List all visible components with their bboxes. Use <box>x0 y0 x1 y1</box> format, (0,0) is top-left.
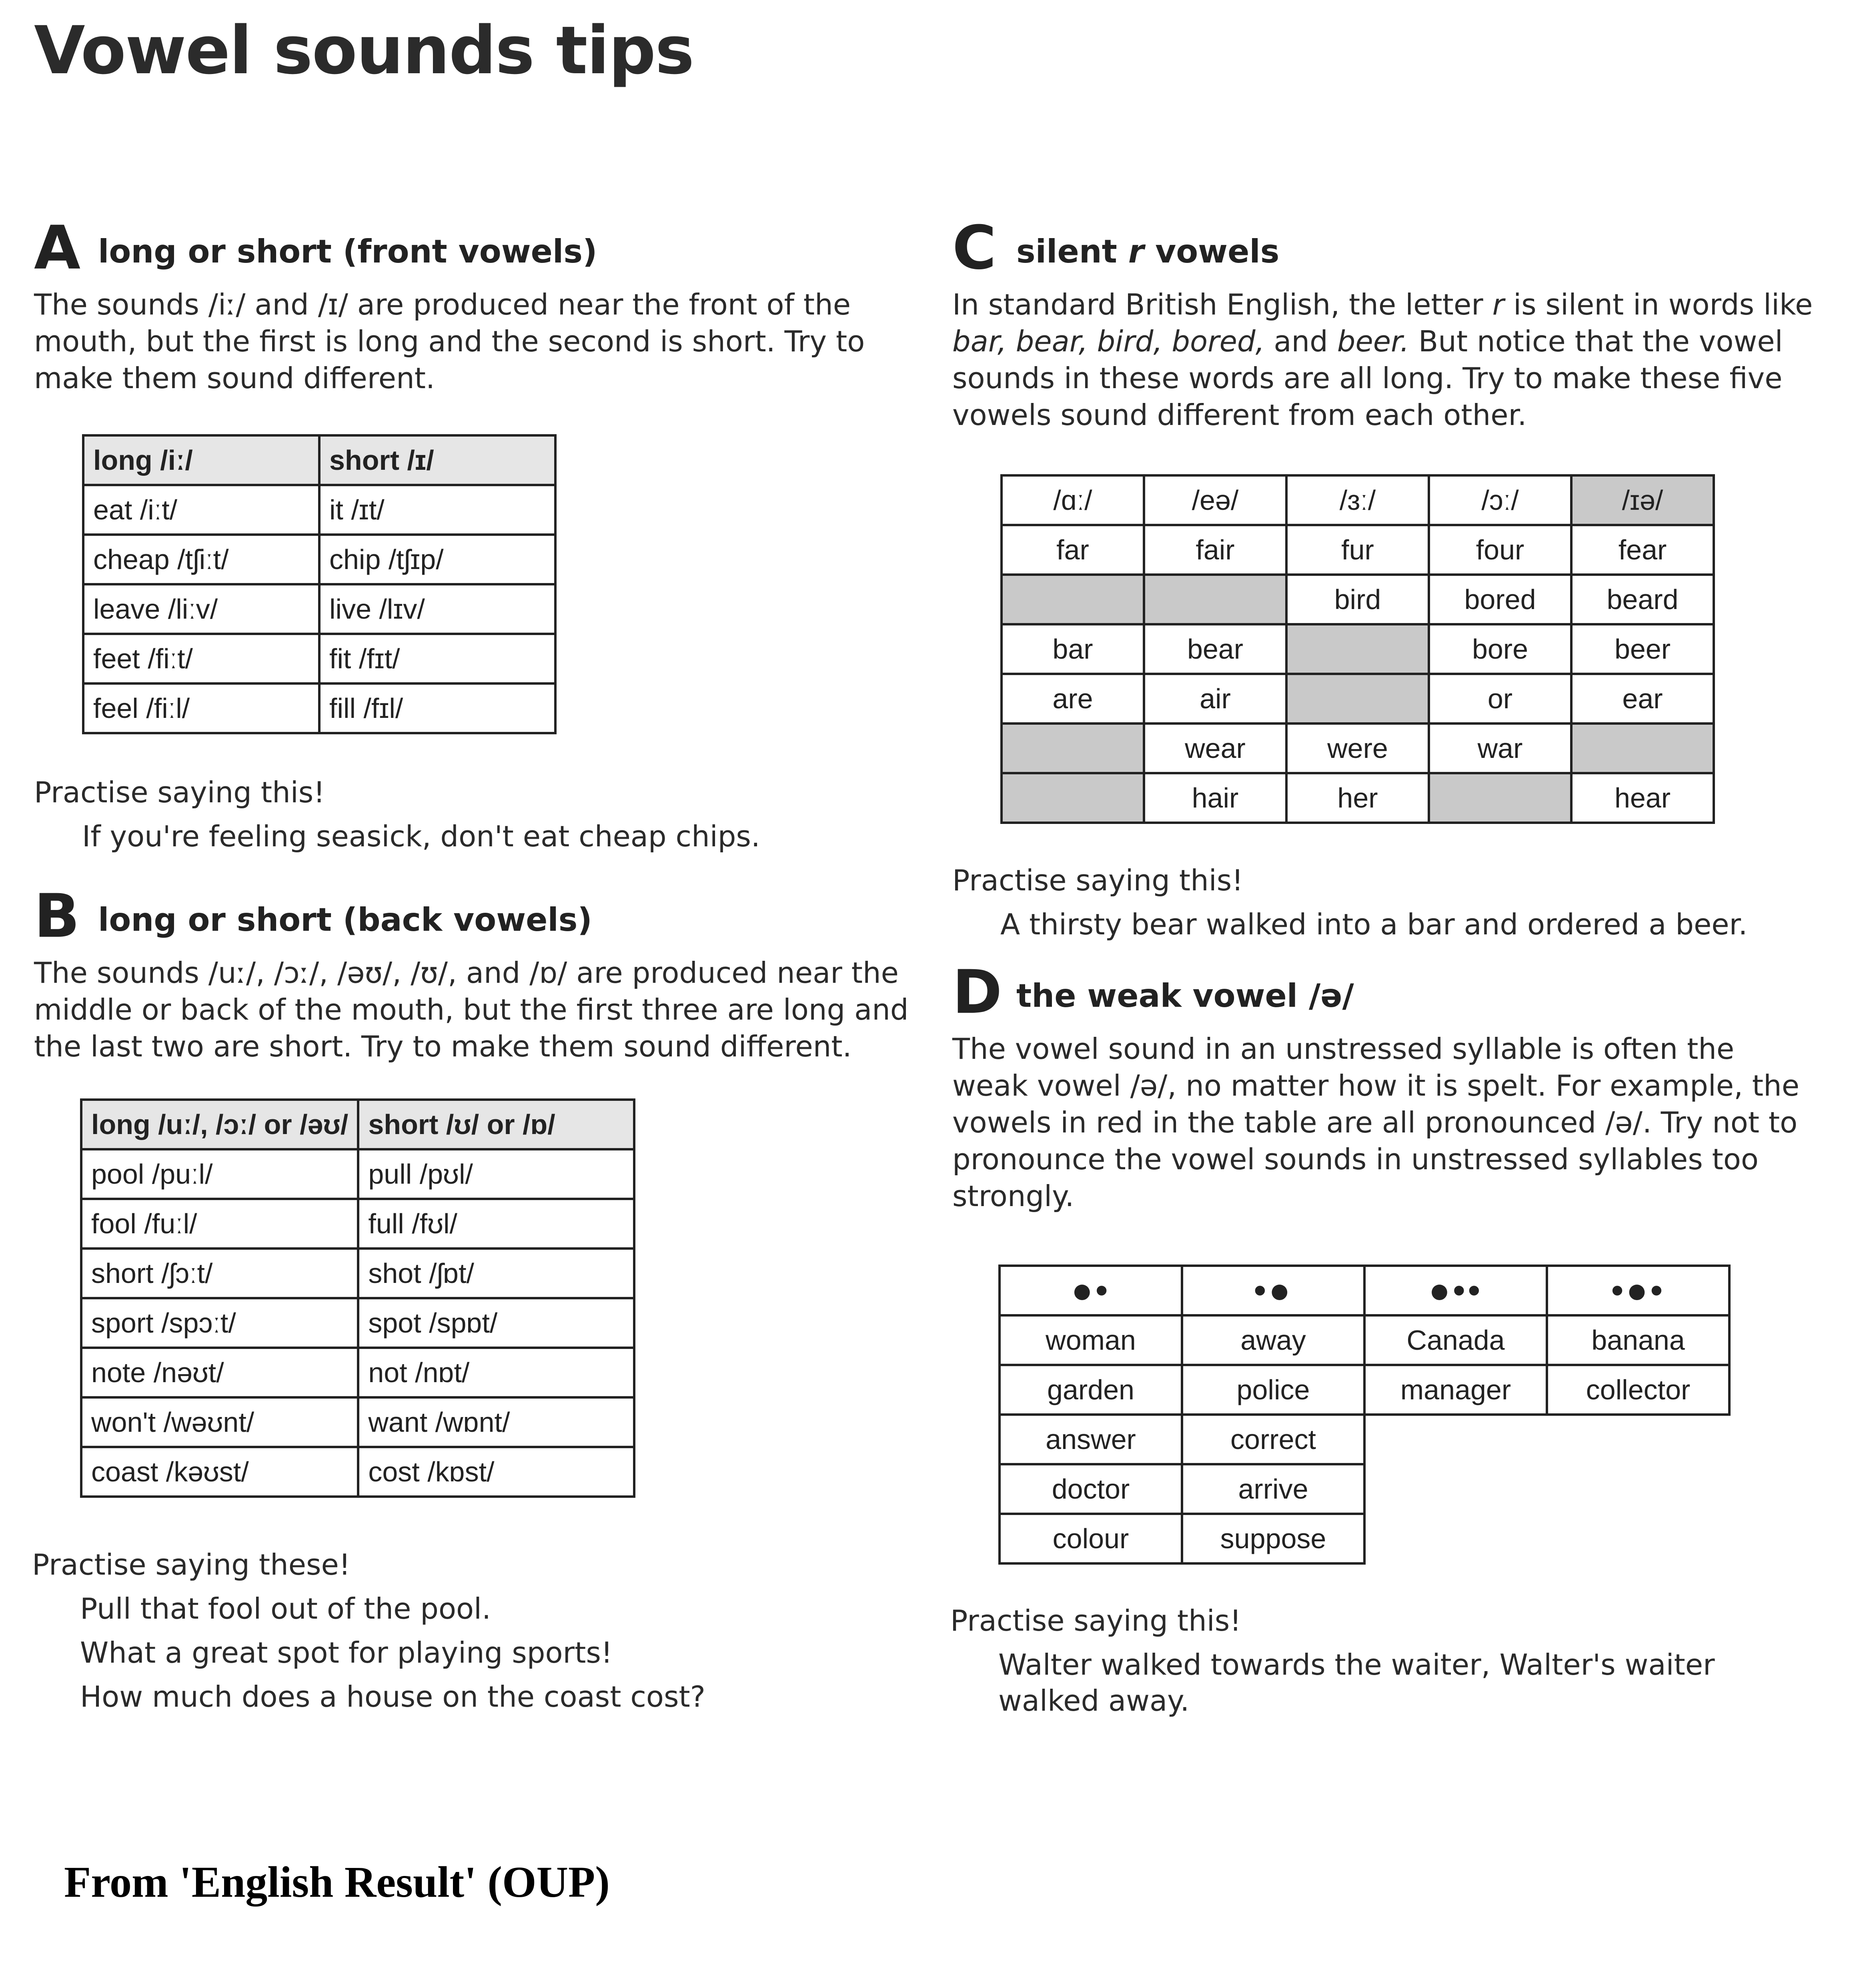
table-row <box>83 634 555 683</box>
page-title: Vowel sounds tips <box>34 12 694 89</box>
table-cell: cost /kɒst/ <box>358 1447 634 1497</box>
table-header-cell: /ɑː/ <box>1002 475 1144 525</box>
table-row <box>1000 1464 1729 1514</box>
table-cell: beer <box>1571 624 1714 674</box>
table-cell: her <box>1286 773 1429 823</box>
table-cell-empty <box>1286 674 1429 723</box>
section-b <box>34 882 914 1065</box>
section-c <box>952 213 1817 433</box>
table-header-cell: /ɔː/ <box>1429 475 1571 525</box>
body-part: In standard British English, the letter <box>952 288 1492 321</box>
table-cell: short /ʃɔːt/ <box>81 1249 358 1298</box>
practise-line: What a great spot for playing sports! <box>80 1636 613 1669</box>
table-row <box>81 1149 634 1199</box>
section-d-header <box>952 958 1817 1027</box>
table-row <box>1002 674 1714 723</box>
table-cell: fear <box>1571 525 1714 575</box>
table-row <box>1000 1315 1729 1365</box>
silent-r-table <box>1000 474 1715 824</box>
section-letter: C <box>952 213 997 283</box>
table-row <box>1002 723 1714 773</box>
table-cell: hear <box>1571 773 1714 823</box>
table-cell: doctor <box>1000 1464 1182 1514</box>
body-part: r <box>1492 288 1504 321</box>
section-heading: the weak vowel /ə/ <box>1016 977 1354 1014</box>
table-header-cell: long /iː/ <box>83 435 319 485</box>
table-cell-empty <box>1547 1514 1729 1563</box>
table-cell-empty <box>1364 1464 1547 1514</box>
table-cell: want /wɒnt/ <box>358 1397 634 1447</box>
table-cell: Canada <box>1364 1315 1547 1365</box>
table-row <box>81 1298 634 1348</box>
table-row <box>83 683 555 733</box>
table-cell: it /ɪt/ <box>319 485 555 535</box>
table-cell: fill /fɪl/ <box>319 683 555 733</box>
table-row <box>81 1199 634 1249</box>
section-d <box>952 958 1817 1214</box>
practise-line: A thirsty bear walked into a bar and ordered a beer. <box>1000 908 1748 941</box>
table-cell: four <box>1429 525 1571 575</box>
table-header-cell: short /ɪ/ <box>319 435 555 485</box>
section-heading: long or short (back vowels) <box>98 901 592 938</box>
table-cell: are <box>1002 674 1144 723</box>
section-letter: D <box>952 958 1002 1027</box>
table-cell-empty <box>1002 773 1144 823</box>
table-row <box>83 584 555 634</box>
stress-pattern-cell <box>1364 1266 1547 1315</box>
section-c-header <box>952 213 1817 283</box>
table-cell: fool /fuːl/ <box>81 1199 358 1249</box>
practise-line: If you're feeling seasick, don't eat cheap chips. <box>82 820 760 853</box>
table-cell: hair <box>1144 773 1286 823</box>
body-part: beer. <box>1337 325 1409 358</box>
table-cell: air <box>1144 674 1286 723</box>
section-a <box>34 213 894 397</box>
table-cell: full /fʊl/ <box>358 1199 634 1249</box>
table-header-cell: /ɜː/ <box>1286 475 1429 525</box>
stress-pattern: •● <box>1254 1270 1293 1311</box>
table-cell: police <box>1182 1365 1364 1415</box>
heading-post: vowels <box>1144 233 1280 270</box>
table-cell: beard <box>1571 575 1714 624</box>
section-body <box>952 286 1817 433</box>
heading-r: r <box>1128 233 1144 270</box>
table-cell-empty <box>1286 624 1429 674</box>
section-letter: A <box>34 213 81 283</box>
table-cell: live /lɪv/ <box>319 584 555 634</box>
body-part: But notice that the vowel sounds in these words are all long. Try to make these five vowels sound different from each other. <box>952 325 1783 432</box>
section-body: The sounds /iː/ and /ɪ/ are produced near the front of the mouth, but the first is long and the second is short. Try to make them sound different. <box>34 288 865 395</box>
section-body: The vowel sound in an unstressed syllable is often the weak vowel /ə/, no matter how it is spelt. For example, the vowels in red in the table are all pronounced /ə/. Try not to pronounce the vowel sounds in unstressed syllables too strongly. <box>952 1032 1800 1213</box>
table-cell-empty <box>1571 723 1714 773</box>
practise-label: Practise saying this! <box>34 776 325 809</box>
table-cell: pull /pʊl/ <box>358 1149 634 1199</box>
table-cell: not /nɒt/ <box>358 1348 634 1397</box>
weak-vowel-table <box>998 1265 1731 1565</box>
table-cell: arrive <box>1182 1464 1364 1514</box>
table-row <box>81 1447 634 1497</box>
table-cell: banana <box>1547 1315 1729 1365</box>
table-cell: or <box>1429 674 1571 723</box>
table-header-row <box>81 1100 634 1149</box>
table-cell: away <box>1182 1315 1364 1365</box>
section-d-practise <box>950 1599 1815 1719</box>
practise-line: Walter walked towards the waiter, Walter's waiter walked away. <box>998 1648 1715 1717</box>
table-cell: ear <box>1571 674 1714 723</box>
front-vowels-table <box>82 434 557 734</box>
table-header-row <box>1000 1266 1729 1315</box>
table-row <box>81 1348 634 1397</box>
table-cell: collector <box>1547 1365 1729 1415</box>
section-heading <box>1016 233 1279 274</box>
table-cell-empty <box>1547 1415 1729 1464</box>
table-cell: eat /iːt/ <box>83 485 319 535</box>
table-header-row <box>1002 475 1714 525</box>
section-heading: long or short (front vowels) <box>98 233 597 270</box>
section-body: The sounds /uː/, /ɔː/, /əʊ/, /ʊ/, and /ɒ/ are produced near the middle or back of the mouth, but the first three are long and the last two are short. Try to make them sound different. <box>34 956 909 1063</box>
table-cell: note /nəʊt/ <box>81 1348 358 1397</box>
table-cell: sport /spɔːt/ <box>81 1298 358 1348</box>
stress-pattern-cell <box>1547 1266 1729 1315</box>
table-cell: bird <box>1286 575 1429 624</box>
stress-pattern: ●•• <box>1428 1270 1483 1311</box>
table-cell: colour <box>1000 1514 1182 1563</box>
practise-line: How much does a house on the coast cost? <box>80 1680 705 1713</box>
table-cell: chip /tʃɪp/ <box>319 535 555 584</box>
section-a-header <box>34 213 894 283</box>
table-cell: manager <box>1364 1365 1547 1415</box>
table-row <box>1002 773 1714 823</box>
section-a-practise <box>34 770 894 858</box>
body-part: is silent in words like <box>1504 288 1813 321</box>
section-b-practise <box>32 1543 912 1719</box>
table-header-row <box>83 435 555 485</box>
table-cell: cheap /tʃiːt/ <box>83 535 319 584</box>
table-cell: woman <box>1000 1315 1182 1365</box>
table-cell: coast /kəʊst/ <box>81 1447 358 1497</box>
table-cell-empty <box>1547 1464 1729 1514</box>
table-row <box>81 1397 634 1447</box>
table-cell: answer <box>1000 1415 1182 1464</box>
table-cell: feel /fiːl/ <box>83 683 319 733</box>
table-cell-empty <box>1144 575 1286 624</box>
table-cell: spot /spɒt/ <box>358 1298 634 1348</box>
stress-pattern-cell <box>1182 1266 1364 1315</box>
table-header-cell: /eə/ <box>1144 475 1286 525</box>
table-cell: bar <box>1002 624 1144 674</box>
table-cell: fur <box>1286 525 1429 575</box>
table-cell: bear <box>1144 624 1286 674</box>
body-part: bar, bear, bird, bored, <box>952 325 1265 358</box>
table-cell: fair <box>1144 525 1286 575</box>
section-b-header <box>34 882 914 951</box>
practise-label: Practise saying these! <box>32 1548 351 1581</box>
table-row <box>1002 525 1714 575</box>
table-cell: correct <box>1182 1415 1364 1464</box>
table-cell: won't /wəʊnt/ <box>81 1397 358 1447</box>
table-cell-empty <box>1002 723 1144 773</box>
table-cell-empty <box>1364 1415 1547 1464</box>
table-row <box>1000 1415 1729 1464</box>
table-cell: far <box>1002 525 1144 575</box>
footer-credit: From 'English Result' (OUP) <box>64 1858 610 1906</box>
section-letter: B <box>34 882 80 951</box>
table-cell-empty <box>1364 1514 1547 1563</box>
table-row <box>1002 575 1714 624</box>
table-cell: shot /ʃɒt/ <box>358 1249 634 1298</box>
table-cell: bore <box>1429 624 1571 674</box>
table-row <box>83 485 555 535</box>
table-cell: bored <box>1429 575 1571 624</box>
table-cell-empty <box>1429 773 1571 823</box>
back-vowels-table <box>80 1098 635 1498</box>
table-row <box>1000 1514 1729 1563</box>
table-cell: pool /puːl/ <box>81 1149 358 1199</box>
table-row <box>83 535 555 584</box>
practise-label: Practise saying this! <box>952 864 1244 897</box>
table-cell: feet /fiːt/ <box>83 634 319 683</box>
table-header-cell: short /ʊ/ or /ɒ/ <box>358 1100 634 1149</box>
table-cell: leave /liːv/ <box>83 584 319 634</box>
heading-pre: silent <box>1016 233 1128 270</box>
practise-label: Practise saying this! <box>950 1604 1242 1637</box>
table-row <box>1002 624 1714 674</box>
section-c-practise <box>952 858 1817 946</box>
stress-pattern-cell <box>1000 1266 1182 1315</box>
table-row <box>81 1249 634 1298</box>
table-row <box>1000 1365 1729 1415</box>
body-part: and <box>1264 325 1337 358</box>
table-cell: war <box>1429 723 1571 773</box>
table-cell: garden <box>1000 1365 1182 1415</box>
practise-line: Pull that fool out of the pool. <box>80 1592 491 1625</box>
table-cell: were <box>1286 723 1429 773</box>
stress-pattern: ●• <box>1071 1270 1110 1311</box>
table-cell-empty <box>1002 575 1144 624</box>
stress-pattern: •●• <box>1611 1270 1665 1311</box>
table-header-cell: /ɪə/ <box>1571 475 1714 525</box>
table-cell: suppose <box>1182 1514 1364 1563</box>
table-header-cell: long /uː/, /ɔː/ or /əʊ/ <box>81 1100 358 1149</box>
table-cell: wear <box>1144 723 1286 773</box>
table-cell: fit /fɪt/ <box>319 634 555 683</box>
